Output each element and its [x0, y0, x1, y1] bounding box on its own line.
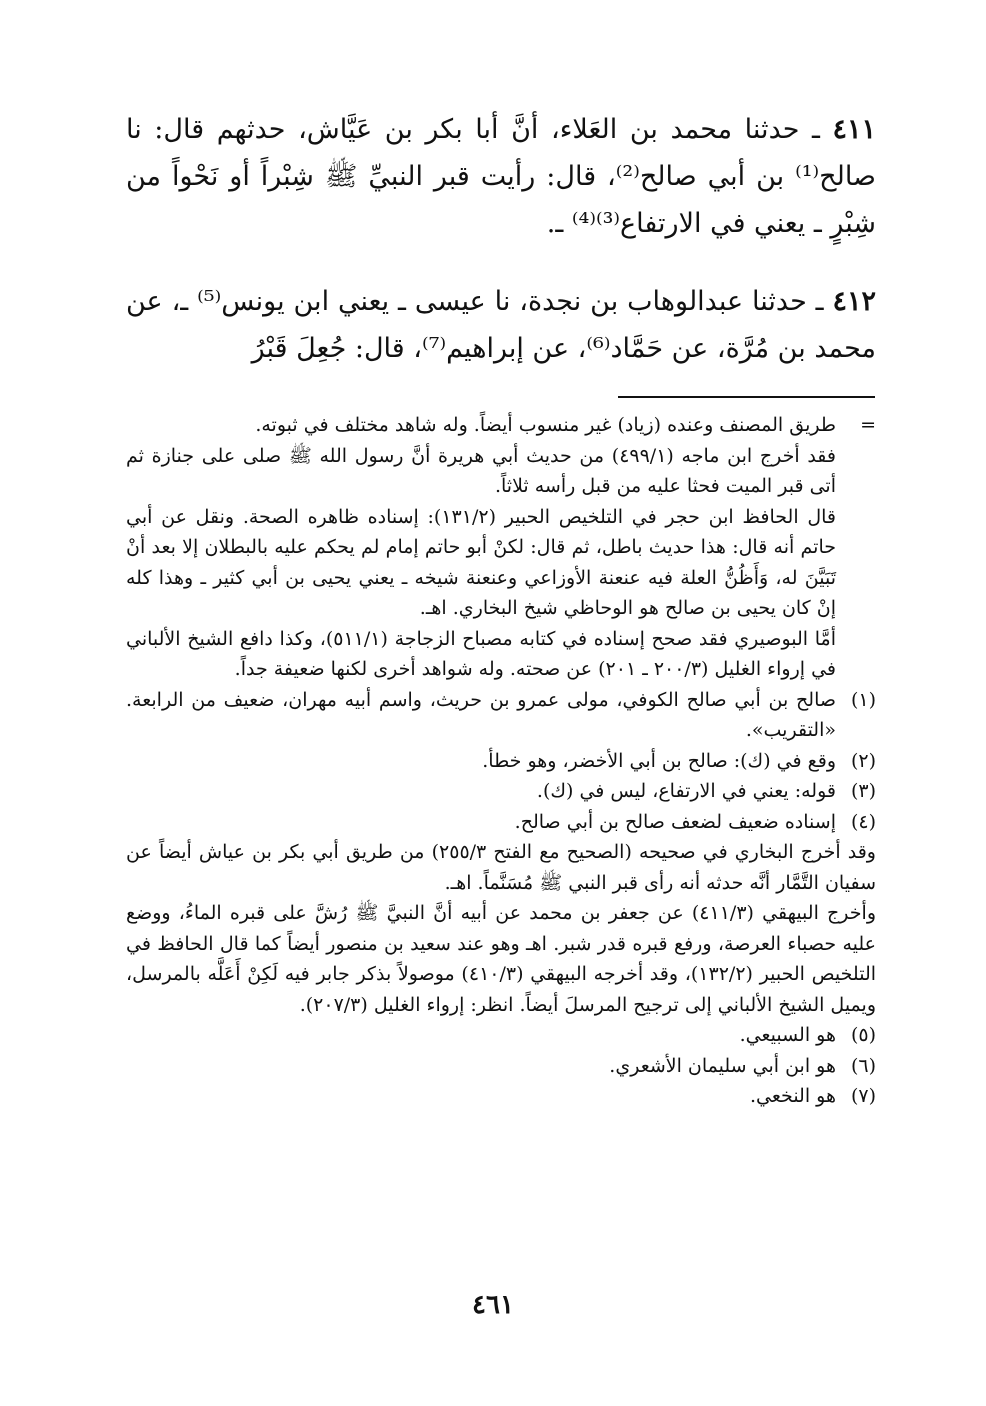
footnote-marker: (٢) — [850, 749, 876, 772]
footnote-separator — [618, 396, 875, 398]
footnote-4-paragraph: وأخرج البيهقي (٤١١/٣) عن جعفر بن محمد عن أبيه أنَّ النبيَّ ﷺ رُشَّ على قبره الماءُ، ووضع عليه حصباء العرصة، ورفع قبره قدر شبر. اهـ وهو عند سعيد بن منصور أيضاً كما قال الحافظ في التلخيص الحبير (١٣٢/٢)، وقد أخرجه البيهقي (٤١٠/٣) موصولاً بذكر جابر فيه لَكِنْ أَعَلَّه بالمرسل، ويميل الشيخ الألباني إلى ترجيح المرسلَ أيضاً. انظر: إرواء الغليل (٢٠٧/٣). — [126, 902, 877, 1016]
continuation-paragraph: أمَّا البوصيري فقد صحح إسناده في كتابه مصباح الزجاجة (٥١١/١)، وكذا دافع الشيخ الألباني في إرواء الغليل (٢٠٠/٣ ـ ٢٠١) عن صحته. وله شواهد أخرى لكنها ضعيفة جداً. — [126, 627, 836, 680]
footnote-continuation — [126, 410, 876, 685]
footnote-text: إسناده ضعيف لضعف صالح بن أبي صالح. — [514, 810, 836, 833]
hadith-text: ـ حدثنا عبدالوهاب بن نجدة، نا عيسى ـ يعني ابن يونس⁽⁵⁾ ـ، عن محمد بن مُرَّة، عن حَمَّاد⁽⁶⁾، عن إبراهيم⁽⁷⁾، قال: جُعِلَ قَبْرُ — [126, 286, 876, 364]
footnote-7 — [126, 1081, 876, 1112]
hadith-412 — [126, 278, 876, 372]
footnote-marker: (٧) — [850, 1085, 876, 1107]
footnote-2 — [126, 746, 876, 777]
continuation-marker: = — [860, 414, 876, 436]
footnote-6 — [126, 1051, 876, 1082]
footnote-text: هو النخعي. — [750, 1085, 836, 1107]
footnote-marker: (٥) — [850, 1024, 876, 1046]
footnote-text: هو السبيعي. — [739, 1024, 836, 1046]
hadith-text: ـ حدثنا محمد بن العَلاء، أنَّ أبا بكر بن عَيَّاش، حدثهم قال: نا صالح⁽¹⁾ بن أبي صالح⁽²⁾، قال: رأيت قبر النبيِّ ﷺ شِبْراً أو نَحْواً من شِبْرٍ ـ يعني في الارتفاع⁽³⁾⁽⁴⁾ ـ. — [126, 114, 876, 239]
footnote-1 — [126, 685, 876, 746]
continuation-paragraph: طريق المصنف وعنده (زياد) غير منسوب أيضاً. وله شاهد مختلف في ثبوته. — [255, 414, 836, 436]
hadith-number: ٤١٢ — [832, 286, 876, 317]
footnote-3 — [126, 776, 876, 807]
continuation-paragraph: فقد أخرج ابن ماجه (٤٩٩/١) من حديث أبي هريرة أنَّ رسول الله ﷺ صلى على جنازة ثم أتى قبر الميت فحثا عليه من قبل رأسه ثلاثاً. — [126, 444, 836, 497]
continuation-paragraph: قال الحافظ ابن حجر في التلخيص الحبير (١٣١/٢): إسناده ظاهره الصحة. ونقل عن أبي حاتم أنه قال: هذا حديث باطل، ثم قال: لكنْ أبو حاتم إمام لم يحكم عليه بالبطلان إلا بعد أنْ تَبَيَّنَ له، وَأَظُنُّ العلة فيه عنعنة الأوزاعي وعنعنة شيخه ـ يعني يحيى بن أبي كثير ـ وهذا كله إنْ كان يحيى بن صالح هو الوحاظي شيخ البخاري. اهـ. — [126, 505, 836, 619]
footnote-marker: (٤) — [850, 810, 876, 833]
footnote-text: وقع في (ك): صالح بن أبي الأخضر، وهو خطأ. — [482, 749, 836, 772]
footnote-text: هو ابن أبي سليمان الأشعري. — [609, 1054, 836, 1077]
page-number: ٤٦١ — [472, 1290, 514, 1320]
continuation-body — [126, 410, 836, 685]
footnote-marker: (١) — [850, 688, 876, 711]
hadith-number: ٤١١ — [832, 114, 876, 145]
footnote-4-paragraph: وقد أخرج البخاري في صحيحه (الصحيح مع الفتح ٢٥٥/٣) من طريق أبي بكر بن عياش أيضاً عن سفيان التَّمَّار أنَّه حدثه أنه رأى قبر النبي ﷺ مُسَنَّماً. اهـ. — [126, 841, 876, 894]
footnote-marker: (٦) — [850, 1054, 876, 1077]
footnote-5 — [126, 1020, 876, 1051]
footnote-marker: (٣) — [850, 780, 876, 802]
footnote-text: قوله: يعني في الارتفاع، ليس في (ك). — [536, 780, 836, 802]
hadith-411 — [126, 106, 876, 247]
footnotes — [126, 410, 876, 1112]
footnote-text: صالح بن أبي صالح الكوفي، مولى عمرو بن حريث، واسم أبيه مهران، ضعيف من الرابعة. «التقريب». — [126, 688, 836, 741]
footnote-4 — [126, 807, 876, 838]
